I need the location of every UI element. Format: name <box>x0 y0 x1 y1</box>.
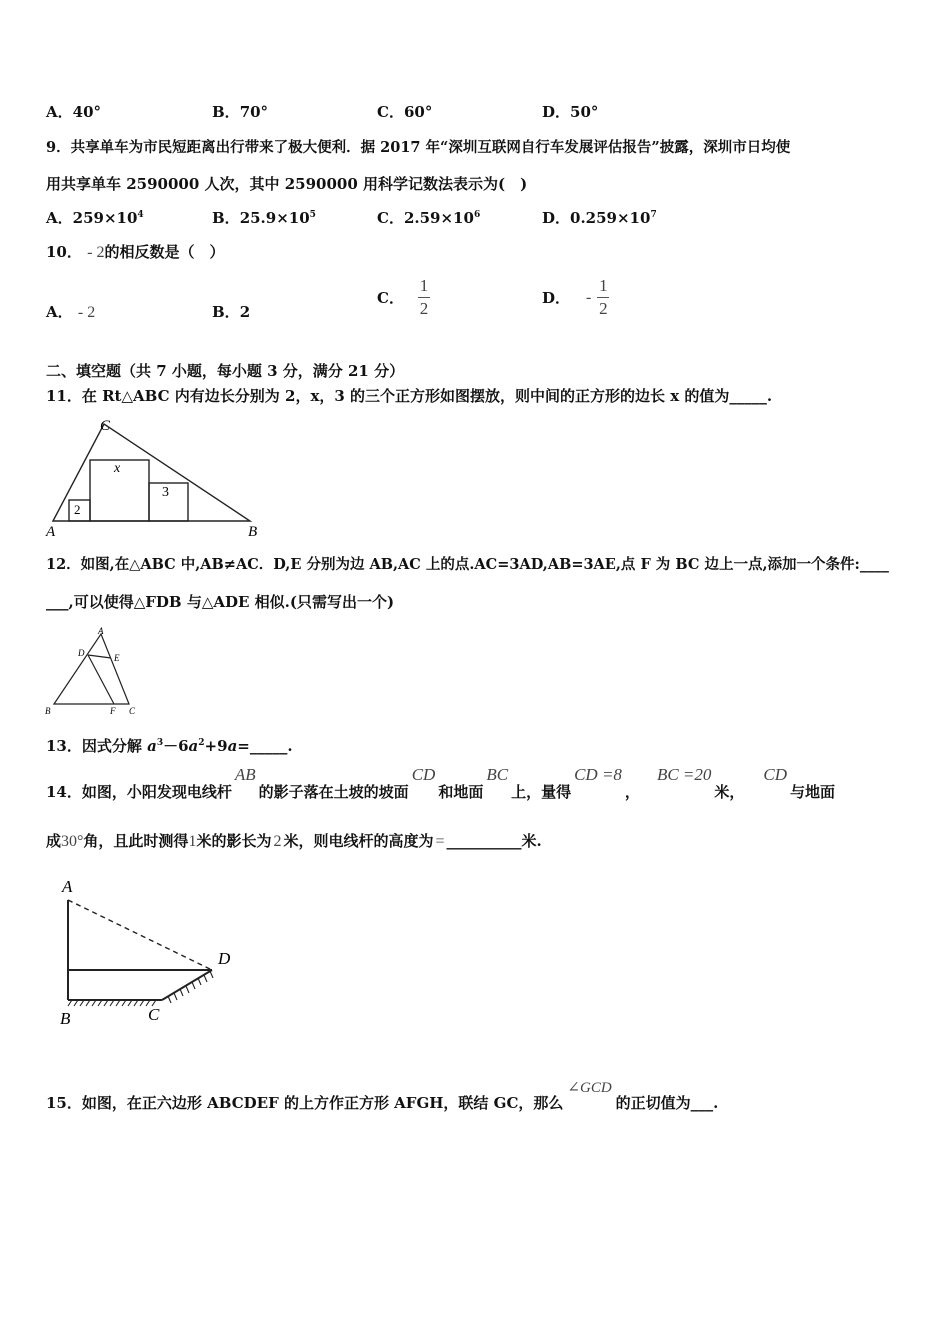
var-ab: AB <box>234 765 256 784</box>
text: 角，且此时测得 <box>83 832 189 850</box>
num-1: 1 <box>188 833 197 850</box>
option-exponent: 7 <box>650 210 657 220</box>
q10-option-a <box>46 301 95 322</box>
option-exponent: 6 <box>473 210 481 220</box>
slope-hatching <box>168 971 213 1003</box>
text: 米， <box>714 783 745 801</box>
label-c: C <box>129 706 136 716</box>
option-letter: A． <box>46 303 73 321</box>
triangle-abc <box>53 424 250 521</box>
q10-value: - 2 <box>87 244 105 261</box>
option-base: 0.259×10 <box>570 209 651 227</box>
option-exponent: 4 <box>137 210 144 220</box>
label-c: C <box>100 418 111 434</box>
text: 成 <box>46 832 62 850</box>
var-cd: CD <box>411 765 436 784</box>
option-letter: C． <box>377 209 404 227</box>
text: 上，量得 <box>511 783 572 801</box>
q10-stem <box>46 241 224 262</box>
question-number: 10． <box>46 243 82 261</box>
label-d: D <box>218 949 231 968</box>
eq-bc: BC =20 <box>656 765 712 784</box>
q9-option-a <box>46 207 144 228</box>
q9-option-d <box>542 207 657 228</box>
label-b: B <box>45 706 51 716</box>
angle-gcd: ∠GCD <box>567 1080 612 1096</box>
option-letter: B． <box>212 103 240 121</box>
q15-stem <box>46 1076 718 1112</box>
fraction-bar <box>597 297 609 298</box>
q11-figure <box>44 414 266 542</box>
blank: __________米. <box>446 832 542 850</box>
minus-sign: - <box>586 288 592 306</box>
option-letter: B． <box>212 209 240 227</box>
q14-line1 <box>46 764 835 800</box>
fraction-numerator: 1 <box>599 276 608 295</box>
option-base: 2.59×10 <box>403 209 474 227</box>
var-cd: CD <box>763 765 788 784</box>
segment-df <box>88 655 114 704</box>
text: 的正切值为___. <box>615 1094 719 1112</box>
text: 米的影长为 <box>196 832 272 850</box>
option-base: 25.9×10 <box>239 209 310 227</box>
var-a: a <box>147 737 157 755</box>
fraction-denominator: 2 <box>599 299 608 318</box>
q8-option-c <box>377 101 432 122</box>
q9-line2: 用共享单车 2590000 人次，其中 2590000 用科学记数法表示为( ) <box>46 175 528 193</box>
q9-option-c <box>377 207 480 228</box>
label-b: B <box>248 524 258 540</box>
q12-figure <box>42 626 142 718</box>
label-f: F <box>110 706 116 716</box>
option-text: 50° <box>570 103 599 121</box>
q10-option-d <box>542 277 609 318</box>
option-text: 60° <box>403 103 433 121</box>
term: －6 <box>163 737 189 755</box>
label-3: 3 <box>162 485 169 500</box>
option-letter: B． <box>212 303 240 321</box>
label-a: A <box>62 877 73 896</box>
q14-figure <box>52 874 242 1034</box>
exponent: 2 <box>198 738 205 748</box>
text: 15．如图，在正六边形 ABCDEF 的上方作正方形 AFGH，联结 GC，那么 <box>46 1094 564 1112</box>
label-c: C <box>148 1005 160 1024</box>
label-2: 2 <box>74 502 81 517</box>
q13-stem <box>46 735 293 756</box>
option-base: 259×10 <box>72 209 138 227</box>
var-a: a <box>227 737 238 755</box>
q11-stem: 11．在 Rt△ABC 内有边长分别为 2，x，3 的三个正方形如图摆放，则中间的正方形的边长 x 的值为_____. <box>46 387 773 405</box>
comma: ， <box>624 783 640 801</box>
q9-line1: 9．共享单车为市民短距离出行带来了极大便利．据 2017 年“深圳互联网自行车发展评估报告”披露，深圳市日均使 <box>46 139 791 156</box>
fraction <box>597 277 609 318</box>
label-b: B <box>60 1009 71 1028</box>
q8-option-d <box>542 101 598 122</box>
q12-line2: ___,可以使得△FDB 与△ADE 相似.(只需写出一个) <box>46 593 395 611</box>
sun-ray <box>68 900 212 970</box>
blank: =_____. <box>237 737 293 755</box>
fraction-bar <box>418 297 430 298</box>
option-exponent: 5 <box>309 210 316 220</box>
q10-text: 的相反数是（ ） <box>104 243 225 261</box>
q9-option-b <box>212 207 316 228</box>
option-value: 2 <box>239 303 251 321</box>
fraction-numerator: 1 <box>419 276 429 295</box>
option-letter: C． <box>377 289 404 307</box>
q10-option-b <box>212 301 250 322</box>
option-letter: D． <box>542 209 571 227</box>
q13-prefix: 13．因式分解 <box>46 737 148 755</box>
option-letter: A． <box>46 103 73 121</box>
fraction <box>418 277 430 318</box>
option-value: - 2 <box>77 304 96 321</box>
q12-line1: 12．如图,在△ABC 中,AB≠AC．D,E 分别为边 AB,AC 上的点.AC=3AD,AB=3AE,点 F 为 BC 边上一点,添加一个条件:____ <box>46 556 889 573</box>
var-a: a <box>188 737 199 755</box>
option-letter: A． <box>46 209 73 227</box>
term: +9 <box>204 737 228 755</box>
option-text: 70° <box>239 103 269 121</box>
label-x: x <box>114 461 121 476</box>
angle-30: 30° <box>61 833 84 850</box>
fraction-denominator: 2 <box>419 299 429 318</box>
num-2: 2 <box>273 833 282 850</box>
var-bc: BC <box>486 765 509 784</box>
triangle-abc <box>54 634 129 704</box>
q8-option-a <box>46 101 101 122</box>
option-letter: D． <box>542 103 571 121</box>
q10-option-c <box>377 277 430 318</box>
segment-de <box>88 655 111 658</box>
option-text: 40° <box>72 103 102 121</box>
text: 和地面 <box>438 783 484 801</box>
text: 与地面 <box>790 783 836 801</box>
label-a: A <box>46 524 56 540</box>
text: 14．如图，小阳发现电线杆 <box>46 783 232 801</box>
label-a: A <box>98 626 104 636</box>
text: 的影子落在土坡的坡面 <box>258 783 409 801</box>
label-e: E <box>114 653 120 663</box>
eq-cd: CD =8 <box>574 765 622 784</box>
q14-line2 <box>46 830 542 851</box>
slope-cd <box>162 970 212 1000</box>
equals: = <box>435 833 445 850</box>
q8-option-b <box>212 101 268 122</box>
option-letter: C． <box>377 103 404 121</box>
text: 米，则电线杆的高度为 <box>283 832 434 850</box>
section-heading: 二、填空题（共 7 小题，每小题 3 分，满分 21 分） <box>46 362 405 380</box>
exponent: 3 <box>156 738 164 748</box>
label-d: D <box>78 648 85 658</box>
option-letter: D． <box>542 289 571 307</box>
